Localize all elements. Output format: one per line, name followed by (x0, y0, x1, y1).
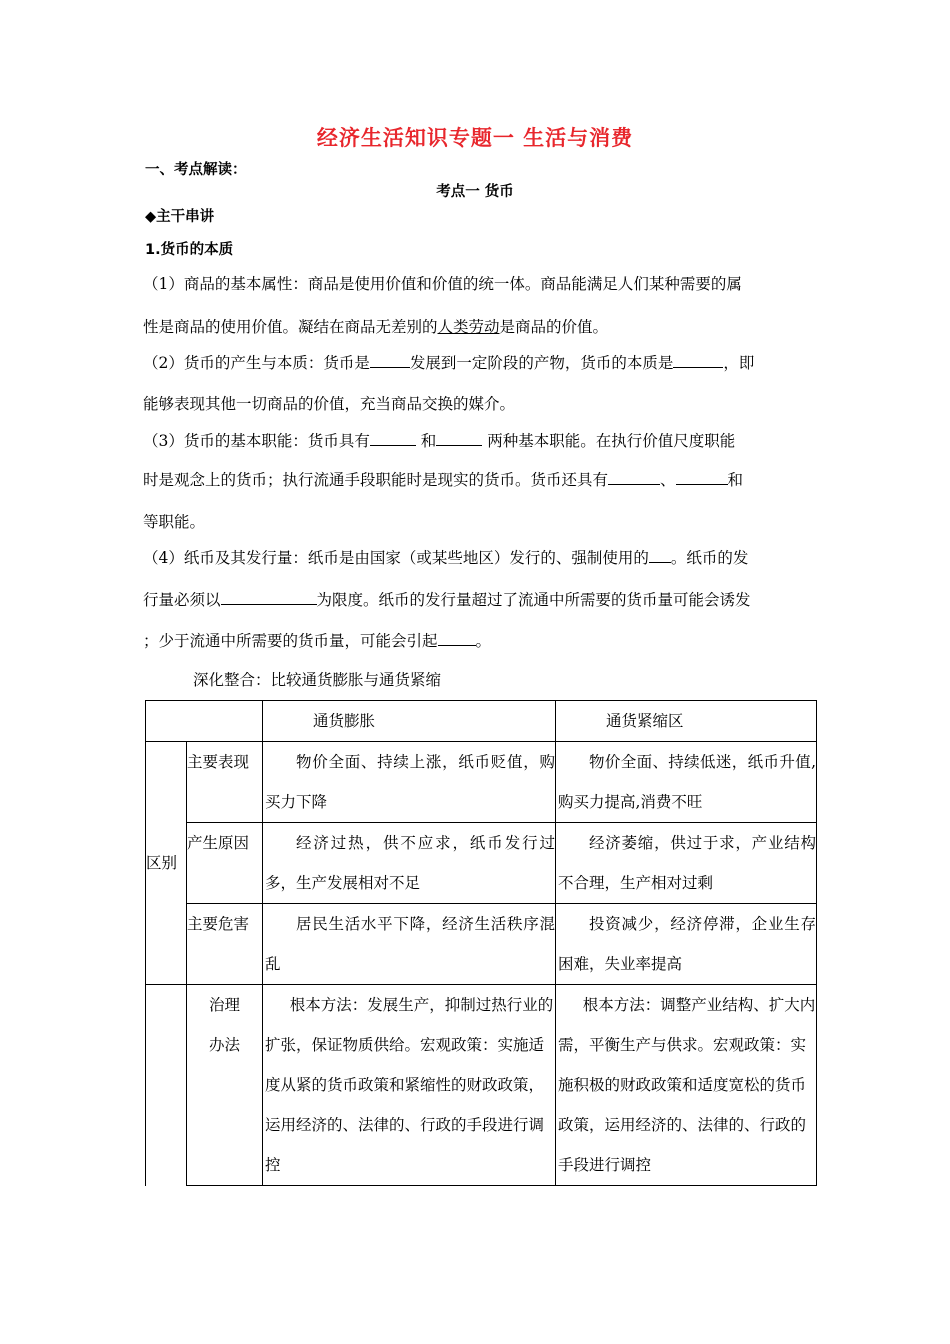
cell-text: 物价全面、持续上涨，纸币贬值，购买力下降 (265, 753, 555, 811)
cell-text: 居民生活水平下降，经济生活秩序混乱 (265, 915, 555, 973)
text: 和 (415, 432, 437, 450)
zhugan-heading: ◆主干串讲 (145, 209, 215, 225)
table-row-governance (146, 985, 817, 1186)
fill-blank[interactable] (608, 470, 660, 485)
header-text: 通货膨胀 (313, 712, 376, 730)
table-cell (556, 985, 817, 1186)
paragraph-3-line-3: 等职能。 (143, 513, 206, 531)
row-label (187, 904, 263, 985)
text: （4）纸币及其发行量：纸币是由国家（或某些地区）发行的、强制使用的 (143, 549, 649, 567)
fill-blank[interactable] (676, 470, 728, 485)
underlined-term: 人类劳动 (437, 318, 500, 336)
fill-blank[interactable] (221, 590, 317, 605)
text: 两种基本职能。在执行价值尺度职能 (482, 432, 736, 450)
cell-text: 根本方法：调整产业结构、扩大内需，平衡生产与供求。宏观政策：实施积极的财政政策和适度宽松的货币政策，运用经济的、法律的、行政的手段进行调控 (558, 996, 816, 1174)
header-corner (146, 701, 263, 742)
page-title: 经济生活知识专题一 生活与消费 (316, 126, 634, 150)
text: （2）货币的产生与本质：货币是 (143, 354, 370, 372)
header-inflation (263, 701, 556, 742)
table-row (146, 742, 817, 823)
group-label-empty (146, 985, 187, 1186)
text: 。 (475, 632, 492, 650)
deepen-heading: 深化整合：比较通货膨胀与通货紧缩 (193, 671, 442, 689)
paragraph-1-line-1: （1）商品的基本属性：商品是使用价值和价值的统一体。商品能满足人们某种需要的属 (143, 275, 742, 293)
fill-blank[interactable] (649, 548, 671, 563)
text: 。纸币的发 (670, 549, 749, 567)
table-cell (263, 823, 556, 904)
fill-blank[interactable] (370, 431, 416, 446)
paragraph-4-line-2 (143, 590, 815, 610)
text: 行量必须以 (143, 591, 221, 609)
paragraph-4-line-3 (143, 631, 815, 651)
table-cell (556, 742, 817, 823)
cell-text: 经济过热，供不应求，纸币发行过多，生产发展相对不足 (265, 834, 555, 892)
table-header-row (146, 701, 817, 742)
cell-text: 经济萎缩，供过于求，产业结构不合理，生产相对过剩 (558, 834, 816, 892)
text: 为限度。纸币的发行量超过了流通中所需要的货币量可能会诱发 (316, 591, 751, 609)
table-row (146, 904, 817, 985)
table-cell (263, 904, 556, 985)
row-label-text: 主要表现 (187, 753, 250, 771)
text: ，即 (723, 354, 755, 372)
text: （3）货币的基本职能：货币具有 (143, 432, 370, 450)
fill-blank[interactable] (438, 631, 476, 646)
table-cell (263, 985, 556, 1186)
kaodian-heading: 考点一 货币 (436, 184, 514, 200)
row-label (187, 823, 263, 904)
cell-text: 物价全面、持续低迷，纸币升值,购买力提高,消费不旺 (558, 753, 816, 811)
paragraph-3-line-2 (143, 470, 815, 490)
fill-blank[interactable] (436, 431, 482, 446)
row-label (187, 985, 263, 1186)
paragraph-2-line-2: 能够表现其他一切商品的价值，充当商品交换的媒介。 (143, 395, 516, 413)
paragraph-2-line-1 (143, 353, 815, 373)
row-label-text: 治理办法 (208, 996, 240, 1054)
text: ；少于流通中所需要的货币量，可能会引起 (143, 632, 438, 650)
fill-blank[interactable] (673, 353, 723, 368)
fill-blank[interactable] (370, 353, 410, 368)
text: 性是商品的使用价值。凝结在商品无差别的 (143, 318, 438, 336)
text: 和 (727, 471, 744, 489)
table-row (146, 823, 817, 904)
header-text: 通货紧缩区 (606, 712, 684, 730)
table-cell (556, 904, 817, 985)
row-label (187, 742, 263, 823)
table-cell (556, 823, 817, 904)
text: 时是观念上的货币；执行流通手段职能时是现实的货币。货币还具有 (143, 471, 609, 489)
comparison-table (145, 700, 817, 1186)
group-text: 区别 (146, 854, 178, 872)
header-deflation (556, 701, 817, 742)
row-label-text: 主要危害 (187, 915, 250, 933)
section-heading: 一、考点解读： (145, 162, 247, 178)
row-label-text: 产生原因 (187, 834, 250, 852)
paragraph-4-line-1 (143, 548, 815, 568)
group-label (146, 742, 187, 985)
paragraph-1-line-2 (143, 317, 815, 337)
item-heading: 1.货币的本质 (145, 242, 234, 258)
text: 是商品的价值。 (499, 318, 609, 336)
paragraph-3-line-1 (143, 431, 815, 451)
cell-text: 根本方法：发展生产，抑制过热行业的扩张，保证物质供给。宏观政策：实施适度从紧的货币政策和紧缩性的财政政策，运用经济的、法律的、行政的手段进行调控 (265, 996, 554, 1174)
text: 、 (660, 471, 676, 489)
text: 发展到一定阶段的产物，货币的本质是 (409, 354, 674, 372)
table-cell (263, 742, 556, 823)
cell-text: 投资减少，经济停滞，企业生存困难，失业率提高 (558, 915, 816, 973)
